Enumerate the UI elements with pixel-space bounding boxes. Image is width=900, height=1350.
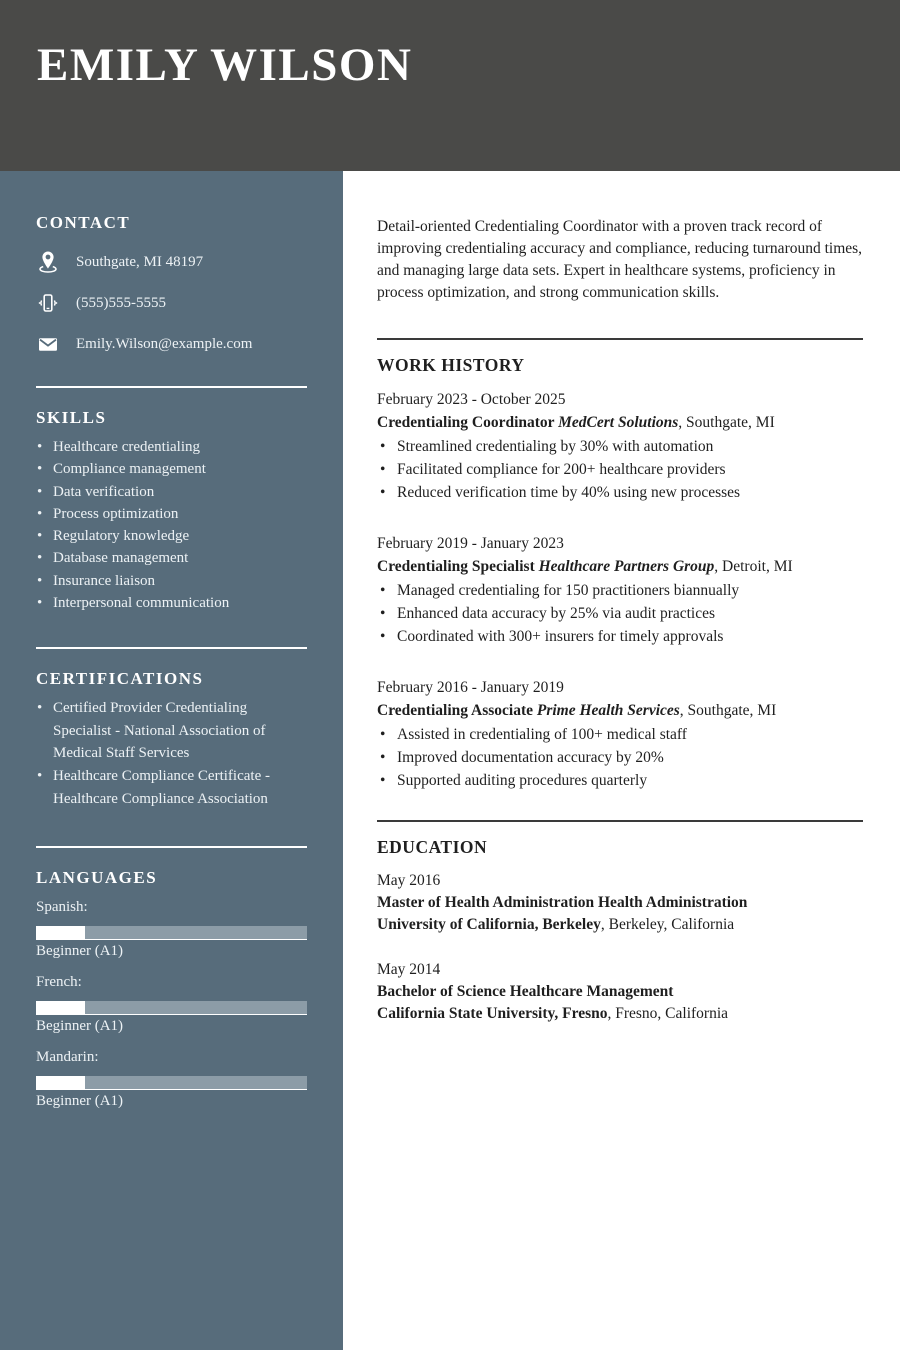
sidebar-divider: [36, 647, 307, 649]
skill-item: • Healthcare credentialing: [36, 436, 307, 458]
language-item: [36, 896, 307, 962]
language-name: Spanish:: [36, 898, 88, 915]
skill-item: • Compliance management: [36, 458, 307, 480]
main-content: [343, 171, 900, 1350]
job-role: Credentialing Specialist: [377, 558, 535, 575]
skills-heading: SKILLS: [36, 408, 107, 427]
certification-item: • Healthcare Compliance Certificate - Healthcare Compliance Association: [36, 765, 307, 810]
sidebar-divider: [36, 386, 307, 388]
contact-phone-text: (555)555-5555: [76, 294, 166, 311]
education-entry: [377, 959, 863, 1025]
contact-email-text: Emily.Wilson@example.com: [76, 335, 253, 352]
sidebar: [0, 171, 343, 1350]
skill-item: • Process optimization: [36, 503, 307, 525]
education-date: May 2016: [377, 872, 441, 889]
skill-item: • Database management: [36, 547, 307, 569]
contact-item-phone: [36, 291, 307, 315]
skill-item: • Data verification: [36, 481, 307, 503]
language-item: [36, 1046, 307, 1112]
job-bullets: [377, 579, 863, 648]
language-progress-fill: [36, 1001, 85, 1014]
job-bullet: • Streamlined credentialing by 30% with automation: [377, 435, 863, 458]
job-role: Credentialing Coordinator: [377, 414, 555, 431]
job-company: Healthcare Partners Group: [538, 558, 715, 575]
job-company: MedCert Solutions: [558, 414, 679, 431]
certifications-list: [36, 697, 307, 809]
contact-item-email: [36, 332, 307, 356]
education-school-line: [377, 914, 863, 936]
language-item: [36, 971, 307, 1037]
job-title: [377, 555, 863, 578]
skill-item: • Interpersonal communication: [36, 592, 307, 614]
education-heading: EDUCATION: [377, 837, 488, 857]
job-title: [377, 699, 863, 722]
job-entry: [377, 676, 863, 792]
certifications-heading: CERTIFICATIONS: [36, 669, 204, 689]
job-entry: [377, 388, 863, 504]
skills-section: [36, 408, 307, 614]
language-name: Mandarin:: [36, 1048, 99, 1065]
certifications-section: [36, 669, 307, 809]
language-level: Beginner (A1): [36, 1017, 124, 1034]
job-bullet: • Enhanced data accuracy by 25% via audit practices: [377, 602, 863, 625]
section-rule: [377, 820, 863, 822]
job-location: , Southgate, MI: [678, 414, 775, 431]
languages-section: [36, 868, 307, 1112]
language-progress-bar: [36, 926, 307, 939]
job-location: , Detroit, MI: [714, 558, 793, 575]
person-name: EMILY WILSON: [37, 39, 413, 91]
sidebar-divider: [36, 846, 307, 848]
job-bullet: • Facilitated compliance for 200+ healthcare providers: [377, 458, 863, 481]
contact-location-text: Southgate, MI 48197: [76, 253, 204, 270]
language-progress-bar: [36, 1001, 307, 1014]
job-dates: February 2023 - October 2025: [377, 391, 566, 408]
work-history-heading: WORK HISTORY: [377, 355, 525, 375]
job-bullet: • Improved documentation accuracy by 20%: [377, 746, 863, 769]
email-icon: [36, 332, 60, 356]
language-name: French:: [36, 973, 82, 990]
job-dates: February 2016 - January 2019: [377, 679, 564, 696]
job-company: Prime Health Services: [536, 702, 680, 719]
job-bullets: [377, 723, 863, 792]
language-progress-fill: [36, 1076, 85, 1089]
education-location: , Fresno, California: [607, 1005, 729, 1022]
job-role: Credentialing Associate: [377, 702, 533, 719]
section-rule: [377, 338, 863, 340]
skill-item: • Insurance liaison: [36, 570, 307, 592]
header-banner: [0, 0, 900, 171]
job-location: , Southgate, MI: [679, 702, 777, 719]
contact-section: [36, 171, 307, 356]
job-bullet: • Managed credentialing for 150 practitioners biannually: [377, 579, 863, 602]
job-dates: February 2019 - January 2023: [377, 535, 564, 552]
skills-list: [36, 436, 307, 614]
education-school-line: [377, 1003, 863, 1025]
job-bullets: [377, 435, 863, 504]
job-bullet: • Supported auditing procedures quarterly: [377, 769, 863, 792]
education-entry: [377, 870, 863, 936]
certification-item: • Certified Provider Credentialing Specialist - National Association of Medical Staff Services: [36, 697, 307, 764]
phone-icon: [36, 291, 60, 315]
job-bullet: • Reduced verification time by 40% using new processes: [377, 481, 863, 504]
education-school: California State University, Fresno: [377, 1005, 608, 1022]
education-degree: Bachelor of Science Healthcare Management: [377, 983, 674, 1000]
job-entry: [377, 532, 863, 648]
language-progress-bar: [36, 1076, 307, 1089]
languages-list: [36, 896, 307, 1112]
location-pin-icon: [36, 250, 60, 274]
languages-heading: LANGUAGES: [36, 867, 158, 887]
language-progress-fill: [36, 926, 85, 939]
contact-heading: CONTACT: [36, 213, 131, 232]
language-level: Beginner (A1): [36, 1092, 124, 1109]
job-title: [377, 411, 863, 434]
education-degree: Master of Health Administration Health Administration: [377, 894, 748, 911]
education-school: University of California, Berkeley: [377, 916, 601, 933]
skill-item: • Regulatory knowledge: [36, 525, 307, 547]
job-bullet: • Coordinated with 300+ insurers for timely approvals: [377, 625, 863, 648]
language-level: Beginner (A1): [36, 942, 124, 959]
contact-item-location: [36, 250, 307, 274]
summary-text: Detail-oriented Credentialing Coordinator with a proven track record of improving credentialing accuracy and compliance, reducing turnaround times, and managing large data sets. Expert in healthcare systems, proficiency in process optimization, and strong communication skills.: [377, 218, 863, 301]
education-location: , Berkeley, California: [600, 916, 735, 933]
education-date: May 2014: [377, 961, 441, 978]
job-bullet: • Assisted in credentialing of 100+ medical staff: [377, 723, 863, 746]
